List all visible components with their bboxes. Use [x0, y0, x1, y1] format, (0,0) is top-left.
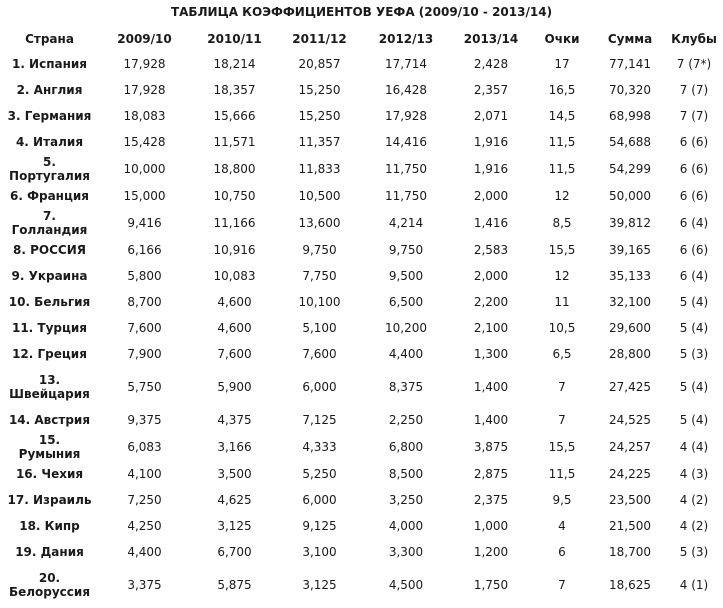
- table-row: [2, 539, 720, 565]
- cell-2012-13: 11,750: [385, 189, 427, 203]
- cell-country: 2. Англия: [16, 83, 83, 97]
- cell-2010-11: 3,500: [217, 467, 252, 481]
- table-row: [2, 315, 720, 341]
- table-row: [2, 237, 720, 263]
- table-row: [2, 487, 720, 513]
- cell-2011-12: 15,250: [298, 109, 341, 123]
- cell-country: 16. Чехия: [15, 467, 84, 481]
- cell-country: 18. Кипр: [19, 519, 80, 533]
- cell-2012-13: 6,800: [388, 440, 424, 454]
- cell-clubs: 7 (7*): [676, 57, 712, 71]
- cell-2010-11: 5,875: [217, 578, 252, 592]
- cell-2011-12: 5,100: [302, 321, 337, 335]
- cell-clubs: 4 (3): [679, 467, 709, 481]
- table-row: [2, 77, 720, 103]
- cell-2009-10: 9,416: [127, 216, 162, 230]
- cell-clubs: 4 (2): [679, 493, 709, 507]
- table-row: [2, 263, 720, 289]
- cell-2010-11: 18,800: [213, 162, 256, 176]
- cell-2012-13: 11,750: [385, 162, 427, 176]
- cell-2011-12: 6,000: [302, 380, 337, 394]
- cell-2012-13: 17,928: [385, 109, 427, 123]
- cell-clubs: 5 (3): [679, 347, 709, 361]
- cell-2009-10: 4,100: [127, 467, 162, 481]
- table-row: [2, 51, 720, 77]
- cell-sum: 32,100: [609, 295, 651, 309]
- cell-2010-11: 10,750: [213, 189, 256, 203]
- cell-2011-12: 3,125: [302, 578, 337, 592]
- cell-points: 4: [558, 519, 566, 533]
- cell-2009-10: 3,375: [127, 578, 162, 592]
- cell-2010-11: 11,571: [213, 135, 256, 149]
- cell-sum: 35,133: [609, 269, 651, 283]
- cell-2013-14: 2,875: [473, 467, 509, 481]
- cell-clubs: 5 (4): [679, 295, 709, 309]
- cell-2013-14: 1,750: [473, 578, 509, 592]
- cell-clubs: 5 (4): [679, 413, 709, 427]
- cell-sum: 54,688: [609, 135, 651, 149]
- cell-2012-13: 8,375: [388, 380, 424, 394]
- cell-2010-11: 18,214: [213, 57, 256, 71]
- cell-2012-13: 6,500: [388, 295, 424, 309]
- cell-2011-12: 5,250: [302, 467, 337, 481]
- cell-2011-12: 7,125: [302, 413, 337, 427]
- cell-sum: 39,165: [609, 243, 651, 257]
- cell-2009-10: 6,166: [127, 243, 162, 257]
- table-row: [2, 433, 720, 461]
- cell-clubs: 6 (4): [679, 216, 709, 230]
- cell-2012-13: 17,714: [385, 57, 427, 71]
- cell-2012-13: 4,000: [388, 519, 424, 533]
- cell-2009-10: 15,428: [123, 135, 166, 149]
- cell-country: 8. РОССИЯ: [13, 243, 86, 257]
- cell-2011-12: 10,500: [298, 189, 341, 203]
- cell-2009-10: 15,000: [123, 189, 166, 203]
- cell-2010-11: 18,357: [213, 83, 256, 97]
- cell-sum: 18,625: [609, 578, 651, 592]
- cell-clubs: 7 (7): [679, 83, 709, 97]
- table-row: [2, 183, 720, 209]
- cell-country: 11. Турция: [11, 321, 88, 335]
- cell-sum: 50,000: [609, 189, 651, 203]
- cell-2011-12: 6,000: [302, 493, 337, 507]
- cell-points: 11,5: [548, 162, 576, 176]
- cell-2011-12: 10,100: [298, 295, 341, 309]
- table-row: [2, 209, 720, 237]
- cell-points: 7: [558, 380, 566, 394]
- cell-points: 9,5: [552, 493, 572, 507]
- cell-2012-13: 16,428: [385, 83, 427, 97]
- cell-country: 3. Германия: [7, 109, 92, 123]
- cell-2011-12: 15,250: [298, 83, 341, 97]
- cell-2013-14: 1,400: [473, 380, 509, 394]
- cell-clubs: 6 (6): [679, 189, 709, 203]
- cell-clubs: 7 (7): [679, 109, 709, 123]
- cell-2012-13: 10,200: [385, 321, 427, 335]
- table-row: [2, 367, 720, 407]
- cell-2011-12: 9,750: [302, 243, 337, 257]
- cell-sum: 24,525: [609, 413, 651, 427]
- cell-2009-10: 7,900: [127, 347, 162, 361]
- cell-2013-14: 1,200: [473, 545, 509, 559]
- cell-2009-10: 4,250: [127, 519, 162, 533]
- cell-country: 13. Швейцария: [9, 373, 90, 401]
- header-row: [2, 27, 720, 51]
- cell-country: 12. Греция: [12, 347, 87, 361]
- cell-clubs: 6 (6): [679, 243, 709, 257]
- cell-sum: 77,141: [609, 57, 651, 71]
- cell-points: 7: [558, 578, 566, 592]
- cell-2013-14: 2,357: [473, 83, 509, 97]
- cell-2011-12: 11,357: [298, 135, 341, 149]
- cell-points: 12: [554, 189, 570, 203]
- cell-2012-13: 3,300: [388, 545, 424, 559]
- cell-2010-11: 15,666: [213, 109, 256, 123]
- cell-2012-13: 14,416: [385, 135, 427, 149]
- cell-2009-10: 17,928: [123, 83, 166, 97]
- cell-2013-14: 2,200: [473, 295, 509, 309]
- cell-2010-11: 5,900: [217, 380, 252, 394]
- cell-2013-14: 2,583: [473, 243, 509, 257]
- cell-country: 6. Франция: [10, 189, 89, 203]
- cell-2010-11: 3,166: [217, 440, 252, 454]
- cell-sum: 28,800: [609, 347, 651, 361]
- cell-2011-12: 7,750: [302, 269, 337, 283]
- cell-2013-14: 2,000: [473, 189, 509, 203]
- cell-2012-13: 2,250: [388, 413, 424, 427]
- cell-points: 16,5: [548, 83, 576, 97]
- cell-points: 11: [554, 295, 570, 309]
- cell-2013-14: 1,000: [473, 519, 509, 533]
- cell-sum: 29,600: [609, 321, 651, 335]
- cell-points: 8,5: [552, 216, 572, 230]
- cell-country: 17. Израиль: [7, 493, 92, 507]
- cell-2010-11: 6,700: [217, 545, 252, 559]
- uefa-coefficient-table: [2, 27, 720, 605]
- header-2009-10: 2009/10: [117, 32, 172, 46]
- cell-2012-13: 4,214: [388, 216, 424, 230]
- cell-clubs: 4 (4): [679, 440, 709, 454]
- cell-2009-10: 10,000: [123, 162, 166, 176]
- header-2012-13: 2012/13: [378, 32, 434, 46]
- cell-country: 10. Бельгия: [8, 295, 91, 309]
- cell-2010-11: 4,600: [217, 295, 252, 309]
- cell-2010-11: 4,600: [217, 321, 252, 335]
- cell-2013-14: 1,300: [473, 347, 509, 361]
- cell-2011-12: 3,100: [302, 545, 337, 559]
- table-row: [2, 407, 720, 433]
- table-title: ТАБЛИЦА КОЭФФИЦИЕНТОВ УЕФА (2009/10 - 2013/14): [170, 5, 553, 19]
- cell-2012-13: 9,750: [388, 243, 424, 257]
- cell-2010-11: 10,083: [213, 269, 256, 283]
- cell-country: 19. Дания: [15, 545, 84, 559]
- cell-sum: 39,812: [609, 216, 651, 230]
- cell-clubs: 5 (3): [679, 545, 709, 559]
- cell-sum: 68,998: [609, 109, 651, 123]
- cell-2013-14: 1,916: [473, 162, 509, 176]
- cell-2011-12: 4,333: [302, 440, 337, 454]
- cell-2009-10: 5,800: [127, 269, 162, 283]
- cell-2011-12: 9,125: [302, 519, 337, 533]
- cell-clubs: 6 (6): [679, 162, 709, 176]
- cell-points: 10,5: [548, 321, 576, 335]
- cell-2009-10: 5,750: [127, 380, 162, 394]
- cell-points: 15,5: [548, 440, 576, 454]
- cell-sum: 18,700: [609, 545, 651, 559]
- cell-clubs: 6 (6): [679, 135, 709, 149]
- cell-sum: 21,500: [609, 519, 651, 533]
- header-2010-11: 2010/11: [207, 32, 262, 46]
- cell-2013-14: 2,071: [473, 109, 509, 123]
- cell-2009-10: 6,083: [127, 440, 162, 454]
- cell-2012-13: 3,250: [388, 493, 424, 507]
- cell-country: 14. Австрия: [8, 413, 91, 427]
- cell-2012-13: 4,500: [388, 578, 424, 592]
- table-row: [2, 155, 720, 183]
- cell-sum: 27,425: [609, 380, 651, 394]
- cell-2013-14: 2,375: [473, 493, 509, 507]
- cell-clubs: 4 (2): [679, 519, 709, 533]
- table-row: [2, 513, 720, 539]
- cell-points: 6: [558, 545, 566, 559]
- cell-2010-11: 10,916: [213, 243, 256, 257]
- cell-2010-11: 4,375: [217, 413, 252, 427]
- cell-2011-12: 7,600: [302, 347, 337, 361]
- cell-points: 6,5: [552, 347, 572, 361]
- cell-2009-10: 18,083: [123, 109, 166, 123]
- cell-2013-14: 3,875: [473, 440, 509, 454]
- header-points: Очки: [544, 32, 580, 46]
- cell-2010-11: 4,625: [217, 493, 252, 507]
- table-row: [2, 461, 720, 487]
- cell-2009-10: 4,400: [127, 545, 162, 559]
- cell-2013-14: 2,428: [473, 57, 509, 71]
- cell-clubs: 6 (4): [679, 269, 709, 283]
- cell-2012-13: 8,500: [388, 467, 424, 481]
- cell-2010-11: 3,125: [217, 519, 252, 533]
- cell-2009-10: 7,250: [127, 493, 162, 507]
- cell-2013-14: 1,916: [473, 135, 509, 149]
- cell-points: 17: [554, 57, 570, 71]
- cell-clubs: 4 (1): [679, 578, 709, 592]
- cell-clubs: 5 (4): [679, 380, 709, 394]
- cell-points: 14,5: [548, 109, 576, 123]
- cell-sum: 70,320: [609, 83, 651, 97]
- cell-2009-10: 9,375: [127, 413, 162, 427]
- cell-points: 15,5: [548, 243, 576, 257]
- cell-2010-11: 7,600: [217, 347, 252, 361]
- cell-points: 11,5: [548, 135, 576, 149]
- cell-sum: 54,299: [609, 162, 651, 176]
- table-row: [2, 129, 720, 155]
- cell-clubs: 5 (4): [679, 321, 709, 335]
- header-sum: Сумма: [607, 32, 653, 46]
- cell-points: 7: [558, 413, 566, 427]
- cell-2013-14: 2,100: [473, 321, 509, 335]
- table-row: [2, 103, 720, 129]
- cell-sum: 24,225: [609, 467, 651, 481]
- cell-2010-11: 11,166: [213, 216, 256, 230]
- cell-country: 9. Украина: [11, 269, 88, 283]
- table-row: [2, 341, 720, 367]
- cell-2009-10: 8,700: [127, 295, 162, 309]
- cell-2013-14: 1,416: [473, 216, 509, 230]
- cell-points: 12: [554, 269, 570, 283]
- cell-2009-10: 7,600: [127, 321, 162, 335]
- cell-country: 15. Румыния: [18, 433, 81, 461]
- cell-sum: 24,257: [609, 440, 651, 454]
- cell-country: 1. Испания: [11, 57, 88, 71]
- cell-2011-12: 20,857: [298, 57, 341, 71]
- cell-2011-12: 13,600: [298, 216, 341, 230]
- cell-points: 11,5: [548, 467, 576, 481]
- cell-2013-14: 1,400: [473, 413, 509, 427]
- header-country: Страна: [25, 32, 74, 46]
- cell-2013-14: 2,000: [473, 269, 509, 283]
- cell-2012-13: 4,400: [388, 347, 424, 361]
- table-row: [2, 289, 720, 315]
- cell-country: 5. Португалия: [9, 155, 90, 183]
- header-2013-14: 2013/14: [463, 32, 519, 46]
- header-clubs: Клубы: [671, 32, 717, 46]
- cell-2011-12: 11,833: [298, 162, 341, 176]
- cell-country: 7. Голландия: [11, 209, 88, 237]
- cell-country: 4. Италия: [15, 135, 84, 149]
- cell-2009-10: 17,928: [123, 57, 166, 71]
- cell-sum: 23,500: [609, 493, 651, 507]
- cell-2012-13: 9,500: [388, 269, 424, 283]
- cell-country: 20. Белоруссия: [8, 571, 91, 599]
- header-2011-12: 2011/12: [292, 32, 347, 46]
- table-row: [2, 565, 720, 605]
